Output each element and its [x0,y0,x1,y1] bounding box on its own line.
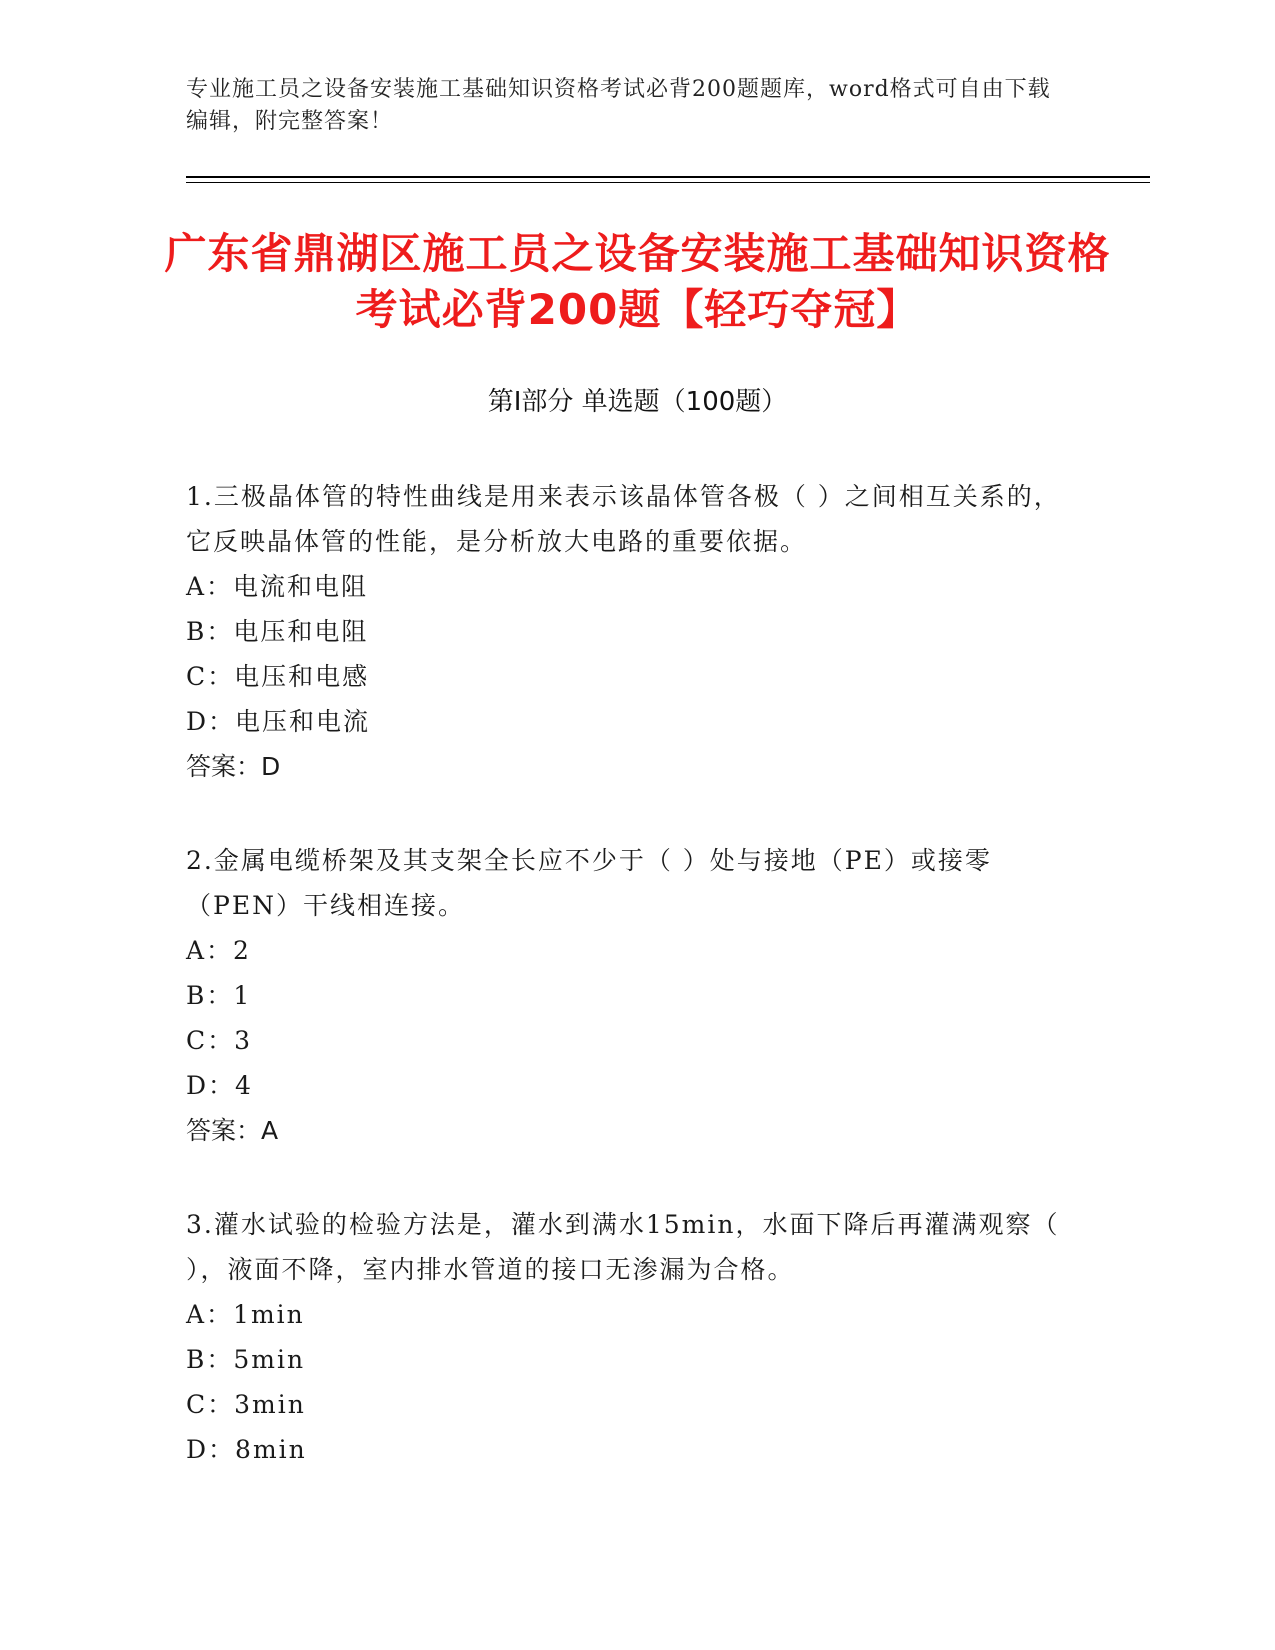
option-b: B：1 [186,981,252,1010]
option-c: C：3min [186,1390,306,1419]
option-b: B：电压和电阻 [186,617,369,646]
option-a: A：电流和电阻 [186,572,369,601]
option-d: D：8min [186,1435,307,1464]
option-c: C：3 [186,1026,253,1055]
option-a: A：1min [186,1300,305,1329]
question-2 [186,838,1086,1153]
document-title: 广东省鼎湖区施工员之设备安装施工基础知识资格考试必背200题【轻巧夺冠】 [164,229,1111,334]
question-stem: 1.三极晶体管的特性曲线是用来表示该晶体管各极（ ）之间相互关系的，它反映晶体管的性能，是分析放大电路的重要依据。 [186,482,1061,556]
header-rule-thin [186,182,1150,183]
header-rule-thick [186,176,1150,178]
answer: 答案：D [186,752,281,781]
section-title: 第Ⅰ部分 单选题（100题） [487,387,788,417]
question-1 [186,474,1086,789]
option-b: B：5min [186,1345,306,1374]
option-c: C：电压和电感 [186,662,370,691]
question-stem: 2.金属电缆桥架及其支架全长应不少于（ ）处与接地（PE）或接零（PEN）干线相连接。 [186,846,992,920]
answer: 答案：A [186,1116,279,1145]
question-3 [186,1202,1086,1472]
question-stem: 3.灌水试验的检验方法是，灌水到满水15min，水面下降后再灌满观察（ ），液面不降，室内排水管道的接口无渗漏为合格。 [186,1210,1060,1284]
option-a: A：2 [186,936,251,965]
option-d: D：电压和电流 [186,707,371,736]
option-d: D：4 [186,1071,253,1100]
header-note: 专业施工员之设备安装施工基础知识资格考试必背200题题库，word格式可自由下载编辑，附完整答案！ [186,77,1051,134]
